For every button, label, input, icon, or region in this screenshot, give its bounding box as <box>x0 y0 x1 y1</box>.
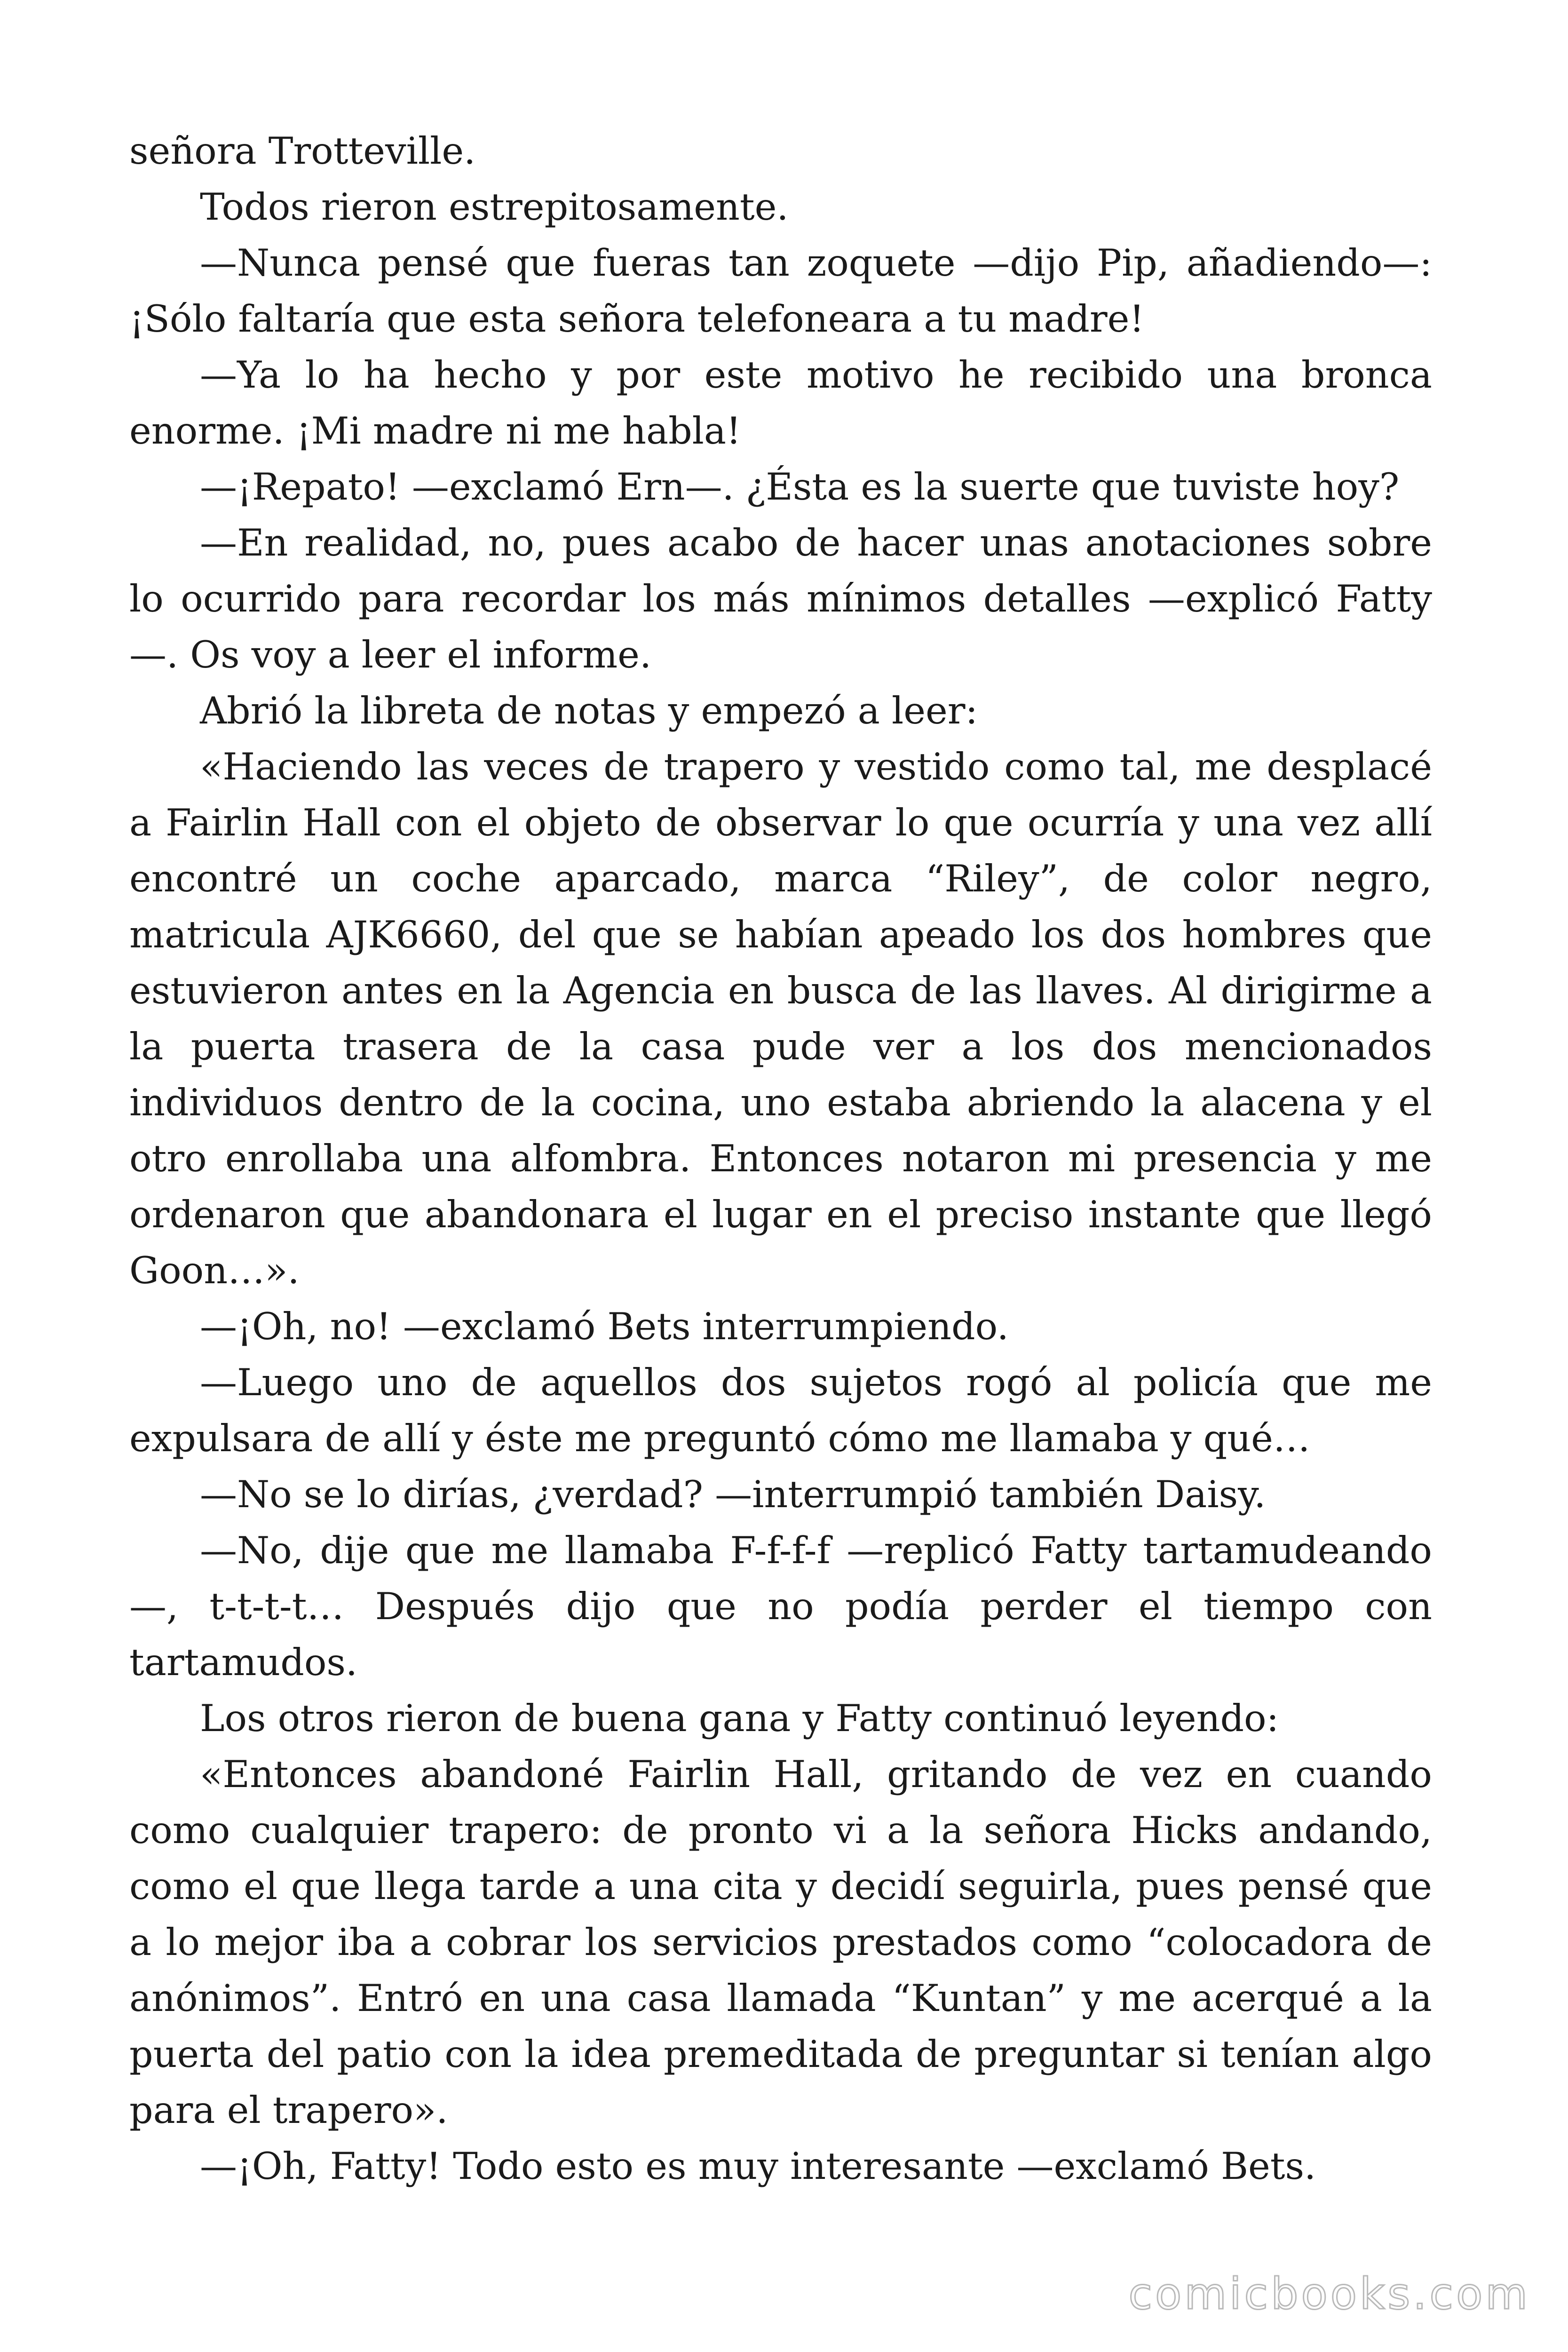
paragraph-15: —¡Oh, Fatty! Todo esto es muy interesante —exclamó Bets. <box>200 2145 1316 2188</box>
paragraph-8: «Haciendo las veces de trapero y vestido como tal, me desplacé a Fairlin Hall con el objeto de observar lo que ocurría y una vez allí encontré un coche aparcado, marca “Riley”, de color negro, matricula AJK6660, del que se habían apeado los dos hombres que estuvieron antes en la Agencia en busca de las llaves. Al dirigirme a la puerta trasera de la casa pude ver a los dos mencionados individuos dentro de la cocina, uno estaba abriendo la alacena y el otro enrollaba una alfombra. Entonces notaron mi presencia y me ordenaron que abandonara el lugar en el preciso instante que llegó Goon…». <box>129 745 1432 1292</box>
watermark: comicbooks.com <box>1128 2269 1530 2319</box>
paragraph-3: —Nunca pensé que fueras tan zoquete —dijo Pip, añadiendo—: ¡Sólo faltaría que esta señora telefoneara a tu madre! <box>129 241 1432 341</box>
paragraph-11: —No se lo dirías, ¿verdad? —interrumpió también Daisy. <box>200 1473 1266 1516</box>
paragraph-14: «Entonces abandoné Fairlin Hall, gritando de vez en cuando como cualquier trapero: de pronto vi a la señora Hicks andando, como el que llega tarde a una cita y decidí seguirla, pues pensé que a lo mejor iba a cobrar los servicios prestados como “colocadora de anónimos”. Entró en una casa llamada “Kuntan” y me acerqué a la puerta del patio con la idea premeditada de preguntar si tenían algo para el trapero». <box>129 1753 1432 2132</box>
paragraph-1: señora Trotteville. <box>129 129 476 173</box>
paragraph-4: —Ya lo ha hecho y por este motivo he recibido una bronca enorme. ¡Mi madre ni me habla! <box>129 353 1432 453</box>
paragraph-6: —En realidad, no, pues acabo de hacer unas anotaciones sobre lo ocurrido para recordar los más mínimos detalles —explicó Fatty —. Os voy a leer el informe. <box>129 521 1432 676</box>
paragraph-2: Todos rieron estrepitosamente. <box>200 185 789 229</box>
paragraph-10: —Luego uno de aquellos dos sujetos rogó al policía que me expulsara de allí y éste me preguntó cómo me llamaba y qué… <box>129 1361 1432 1460</box>
paragraph-13: Los otros rieron de buena gana y Fatty continuó leyendo: <box>200 1697 1279 1740</box>
paragraph-5: —¡Repato! —exclamó Ern—. ¿Ésta es la suerte que tuviste hoy? <box>200 465 1400 509</box>
paragraph-12: —No, dije que me llamaba F-f-f-f —replicó Fatty tartamudeando —, t-t-t-t… Después dijo que no podía perder el tiempo con tartamudos. <box>129 1529 1432 1684</box>
paragraph-9: —¡Oh, no! —exclamó Bets interrumpiendo. <box>200 1305 1009 1348</box>
paragraph-7: Abrió la libreta de notas y empezó a leer: <box>200 689 978 732</box>
page-text <box>129 123 1432 2194</box>
